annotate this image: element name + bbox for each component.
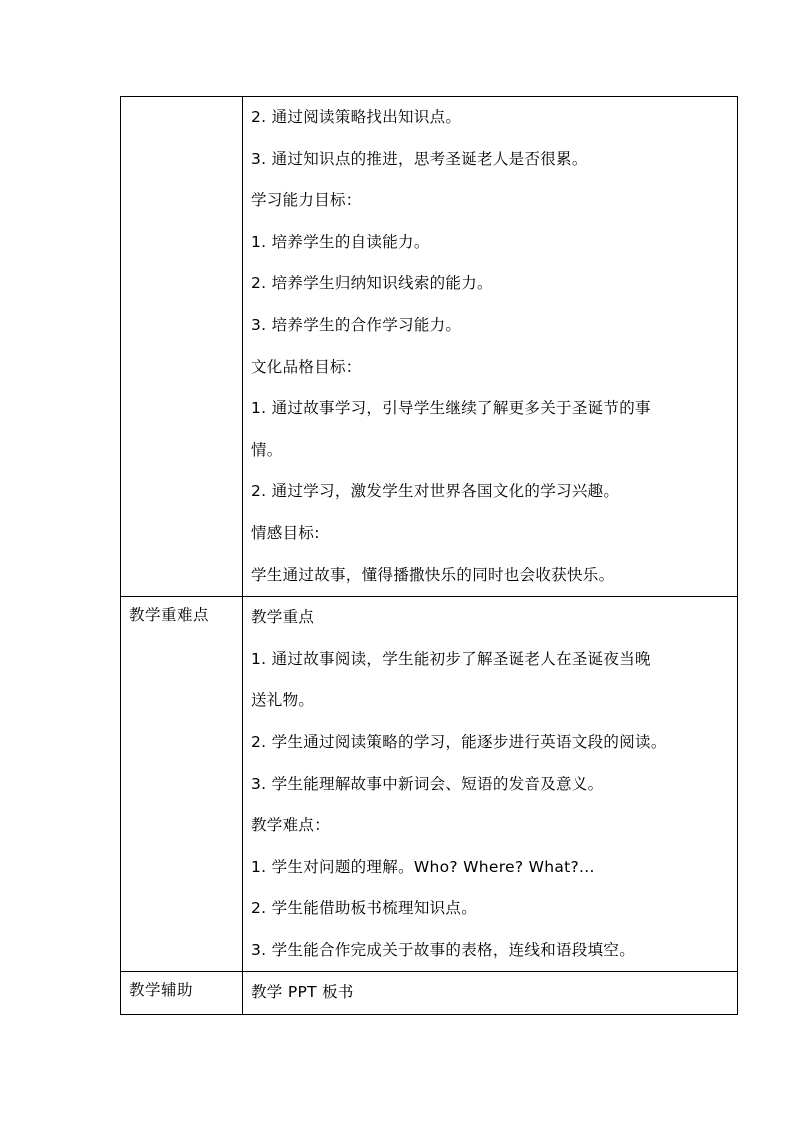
content-line: 2. 通过学习，激发学生对世界各国文化的学习兴趣。 xyxy=(251,482,620,501)
row-label: 教学重难点 xyxy=(129,606,210,625)
table-row-objectives xyxy=(121,97,738,597)
row-label-cell xyxy=(121,97,243,597)
section-heading: 情感目标: xyxy=(251,523,320,542)
content-line: 3. 培养学生的合作学习能力。 xyxy=(251,315,462,334)
content-line: 3. 通过知识点的推进，思考圣诞老人是否很累。 xyxy=(251,149,588,168)
content-line: 2. 培养学生归纳知识线索的能力。 xyxy=(251,274,493,293)
content-line: 2. 通过阅读策略找出知识点。 xyxy=(251,108,462,126)
table-row-key-points xyxy=(121,597,738,972)
content-line: 学生通过故事，懂得播撒快乐的同时也会收获快乐。 xyxy=(251,565,615,584)
row-label-cell xyxy=(121,972,243,1015)
content-line: 1. 通过故事学习，引导学生继续了解更多关于圣诞节的事 xyxy=(251,399,651,418)
row-content-cell xyxy=(243,97,738,597)
content-line: 情。 xyxy=(251,440,283,459)
content-line: 1. 通过故事阅读，学生能初步了解圣诞老人在圣诞夜当晚 xyxy=(251,649,651,668)
content-line: 3. 学生能理解故事中新词会、短语的发音及意义。 xyxy=(251,774,604,793)
content-line: 1. 学生对问题的理解。Who? Where? What?... xyxy=(251,857,595,876)
section-heading: 文化品格目标： xyxy=(251,357,362,376)
row-label: 教学辅助 xyxy=(129,981,194,1000)
lesson-plan-table xyxy=(120,96,738,1015)
content-line: 2. 学生能借助板书梳理知识点。 xyxy=(251,899,478,918)
section-heading: 教学难点： xyxy=(251,816,331,835)
content-line: 2. 学生通过阅读策略的学习，能逐步进行英语文段的阅读。 xyxy=(251,732,667,751)
section-heading: 学习能力目标： xyxy=(251,191,362,210)
content-line: 1. 培养学生的自读能力。 xyxy=(251,232,430,251)
content-line: 送礼物。 xyxy=(251,691,315,710)
row-label-cell xyxy=(121,597,243,972)
row-content-cell xyxy=(243,972,738,1015)
table-row-teaching-aids xyxy=(121,972,738,1015)
content-line: 3. 学生能合作完成关于故事的表格，连线和语段填空。 xyxy=(251,940,636,959)
section-heading: 教学重点 xyxy=(251,608,315,627)
content-line: 教学 PPT 板书 xyxy=(251,983,354,1002)
row-label xyxy=(121,97,242,105)
row-content-cell xyxy=(243,597,738,972)
